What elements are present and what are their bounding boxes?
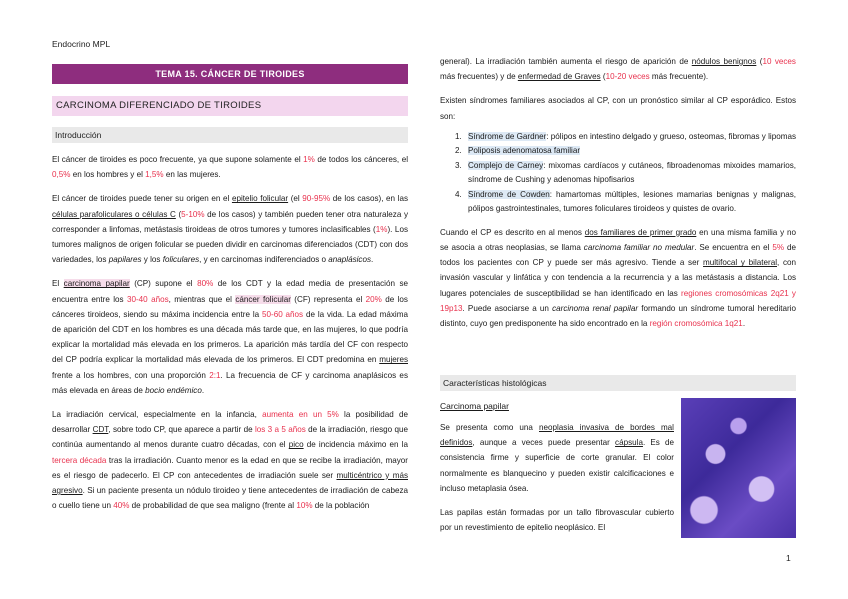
papilar-heading: Carcinoma papilar <box>440 401 509 411</box>
syndrome-list <box>440 130 796 217</box>
paragraph-5: general). La irradiación también aumenta el riesgo de aparición de nódulos benignos (10 veces más frecuentes) y de enfermedad de Graves (10-20 veces más frecuente). <box>440 57 796 82</box>
left-column <box>52 152 408 513</box>
paragraph-8: Se presenta como una neoplasia invasiva de bordes mal definidos, aunque a veces puede presentar cápsula. Es de consistencia firme y superficie de corte granular. El color normalmente es blanquecino y pueden existir calcificaciones e incluso metaplasia ósea. <box>440 423 674 493</box>
paragraph-6: Existen síndromes familiares asociados al CP, con un pronóstico similar al CP esporádico. Estos son: <box>440 96 796 121</box>
list-item: 4. Síndrome de Cowden: hamartomas múltiples, lesiones mamarias benignas y malignas, pólipos gastrointestinales, tumores foliculares tiroideos y quistes de ovario. <box>464 188 796 217</box>
papilar-text <box>440 420 674 535</box>
histology-heading: Características histológicas <box>440 375 796 391</box>
list-item: 1. Síndrome de Gardner: pólipos en intestino delgado y grueso, osteomas, fibromas y lipomas <box>464 130 796 145</box>
list-item: 2. Poliposis adenomatosa familiar <box>464 144 796 159</box>
intro-heading: Introducción <box>52 127 408 143</box>
paragraph-4: La irradiación cervical, especialmente en la infancia, aumenta en un 5% la posibilidad de desarrollar CDT, sobre todo CP, que aparece a partir de los 3 a 5 años de la irradiación, riesgo que continúa aumentando al menos durante cuatro décadas, con el pico de incidencia máximo en la tercera década tras la irradiación. Cuanto menor es la edad en que se recibe la irradiación, mayor es el riesgo de padecerlo. El CP con antecedentes de irradiación suele ser multicéntrico y más agresivo. Si un paciente presenta un nódulo tiroideo y tiene antecedentes de irradiación de cabeza o cuello tiene un 40% de probabilidad de que sea maligno (frente al 10% de la población <box>52 410 409 511</box>
paragraph-9: Las papilas están formadas por un tallo fibrovascular cubierto por un revestimiento de epitelio neoplásico. El <box>440 508 674 533</box>
list-item: 3. Complejo de Carney: mixomas cardíacos y cutáneos, fibroadenomas mixoides mamarios, síndrome de Cushing y adenomas hipofisarios <box>464 159 796 188</box>
topic-title: TEMA 15. CÁNCER DE TIROIDES <box>52 64 408 84</box>
paragraph-7: Cuando el CP es descrito en al menos dos familiares de primer grado en una misma familia y no se asocia a otras neoplasias, se llama carcinoma familiar no medular. Se encuentra en el 5% de todos los pacientes con CP y puede ser más agresivo. Tiende a ser multifocal y bilateral, con invasión vascular y linfática y con tendencia a la recurrencia y a las metástasis a distancia. Los lugares potenciales de susceptibilidad se han identificado en las regiones cromosómicas 2q21 y 19p13. Puede asociarse a un carcinoma renal papilar formando un síndrome tumoral hereditario distinto, cuyo gen predisponente ha sido encontrado en la región cromosómica 1q21. <box>440 227 796 329</box>
histology-image <box>681 398 796 538</box>
paragraph-1: El cáncer de tiroides es poco frecuente, ya que supone solamente el 1% de todos los cánceres, el 0,5% en los hombres y el 1,5% en las mujeres. <box>52 155 408 180</box>
page-number: 1 <box>786 553 791 563</box>
right-column <box>440 54 796 331</box>
page-header: Endocrino MPL <box>52 39 111 49</box>
paragraph-2: El cáncer de tiroides puede tener su origen en el epitelio folicular (el 90-95% de los casos), en las células parafoliculares o células C (5-10% de los casos) y también pueden tener otra naturaleza y corresponder a linfomas, metástasis tiroideas de otros tumores y tumores inclasificables (1%). Los tumores malignos de origen folicular se pueden dividir en carcinomas diferenciados (CDT) con dos variedades, los papilares y los foliculares, y en carcinomas indiferenciados o anaplásicos. <box>52 194 409 265</box>
paragraph-3: El carcinoma papilar (CP) supone el 80% de los CDT y la edad media de presentación se encuentra entre los 30-40 años, mientras que el cáncer folicular (CF) representa el 20% de los cánceres tiroideos, siendo su máxima incidencia entre la 50-60 años de la vida. La edad máxima de aparición del CDT en los hombres es una década más tarde que, en las mujeres, lo que podría explicar la mortalidad más elevada en los primeros. La aparición más tardía del CF con respecto del CP podría explicar la mortalidad más elevada de los primeros. El CDT predomina en mujeres frente a los hombres, con una proporción 2:1. La frecuencia de CF y carcinoma anaplásicos es más elevada en áreas de bocio endémico. <box>52 279 408 395</box>
section-title: CARCINOMA DIFERENCIADO DE TIROIDES <box>52 96 408 116</box>
